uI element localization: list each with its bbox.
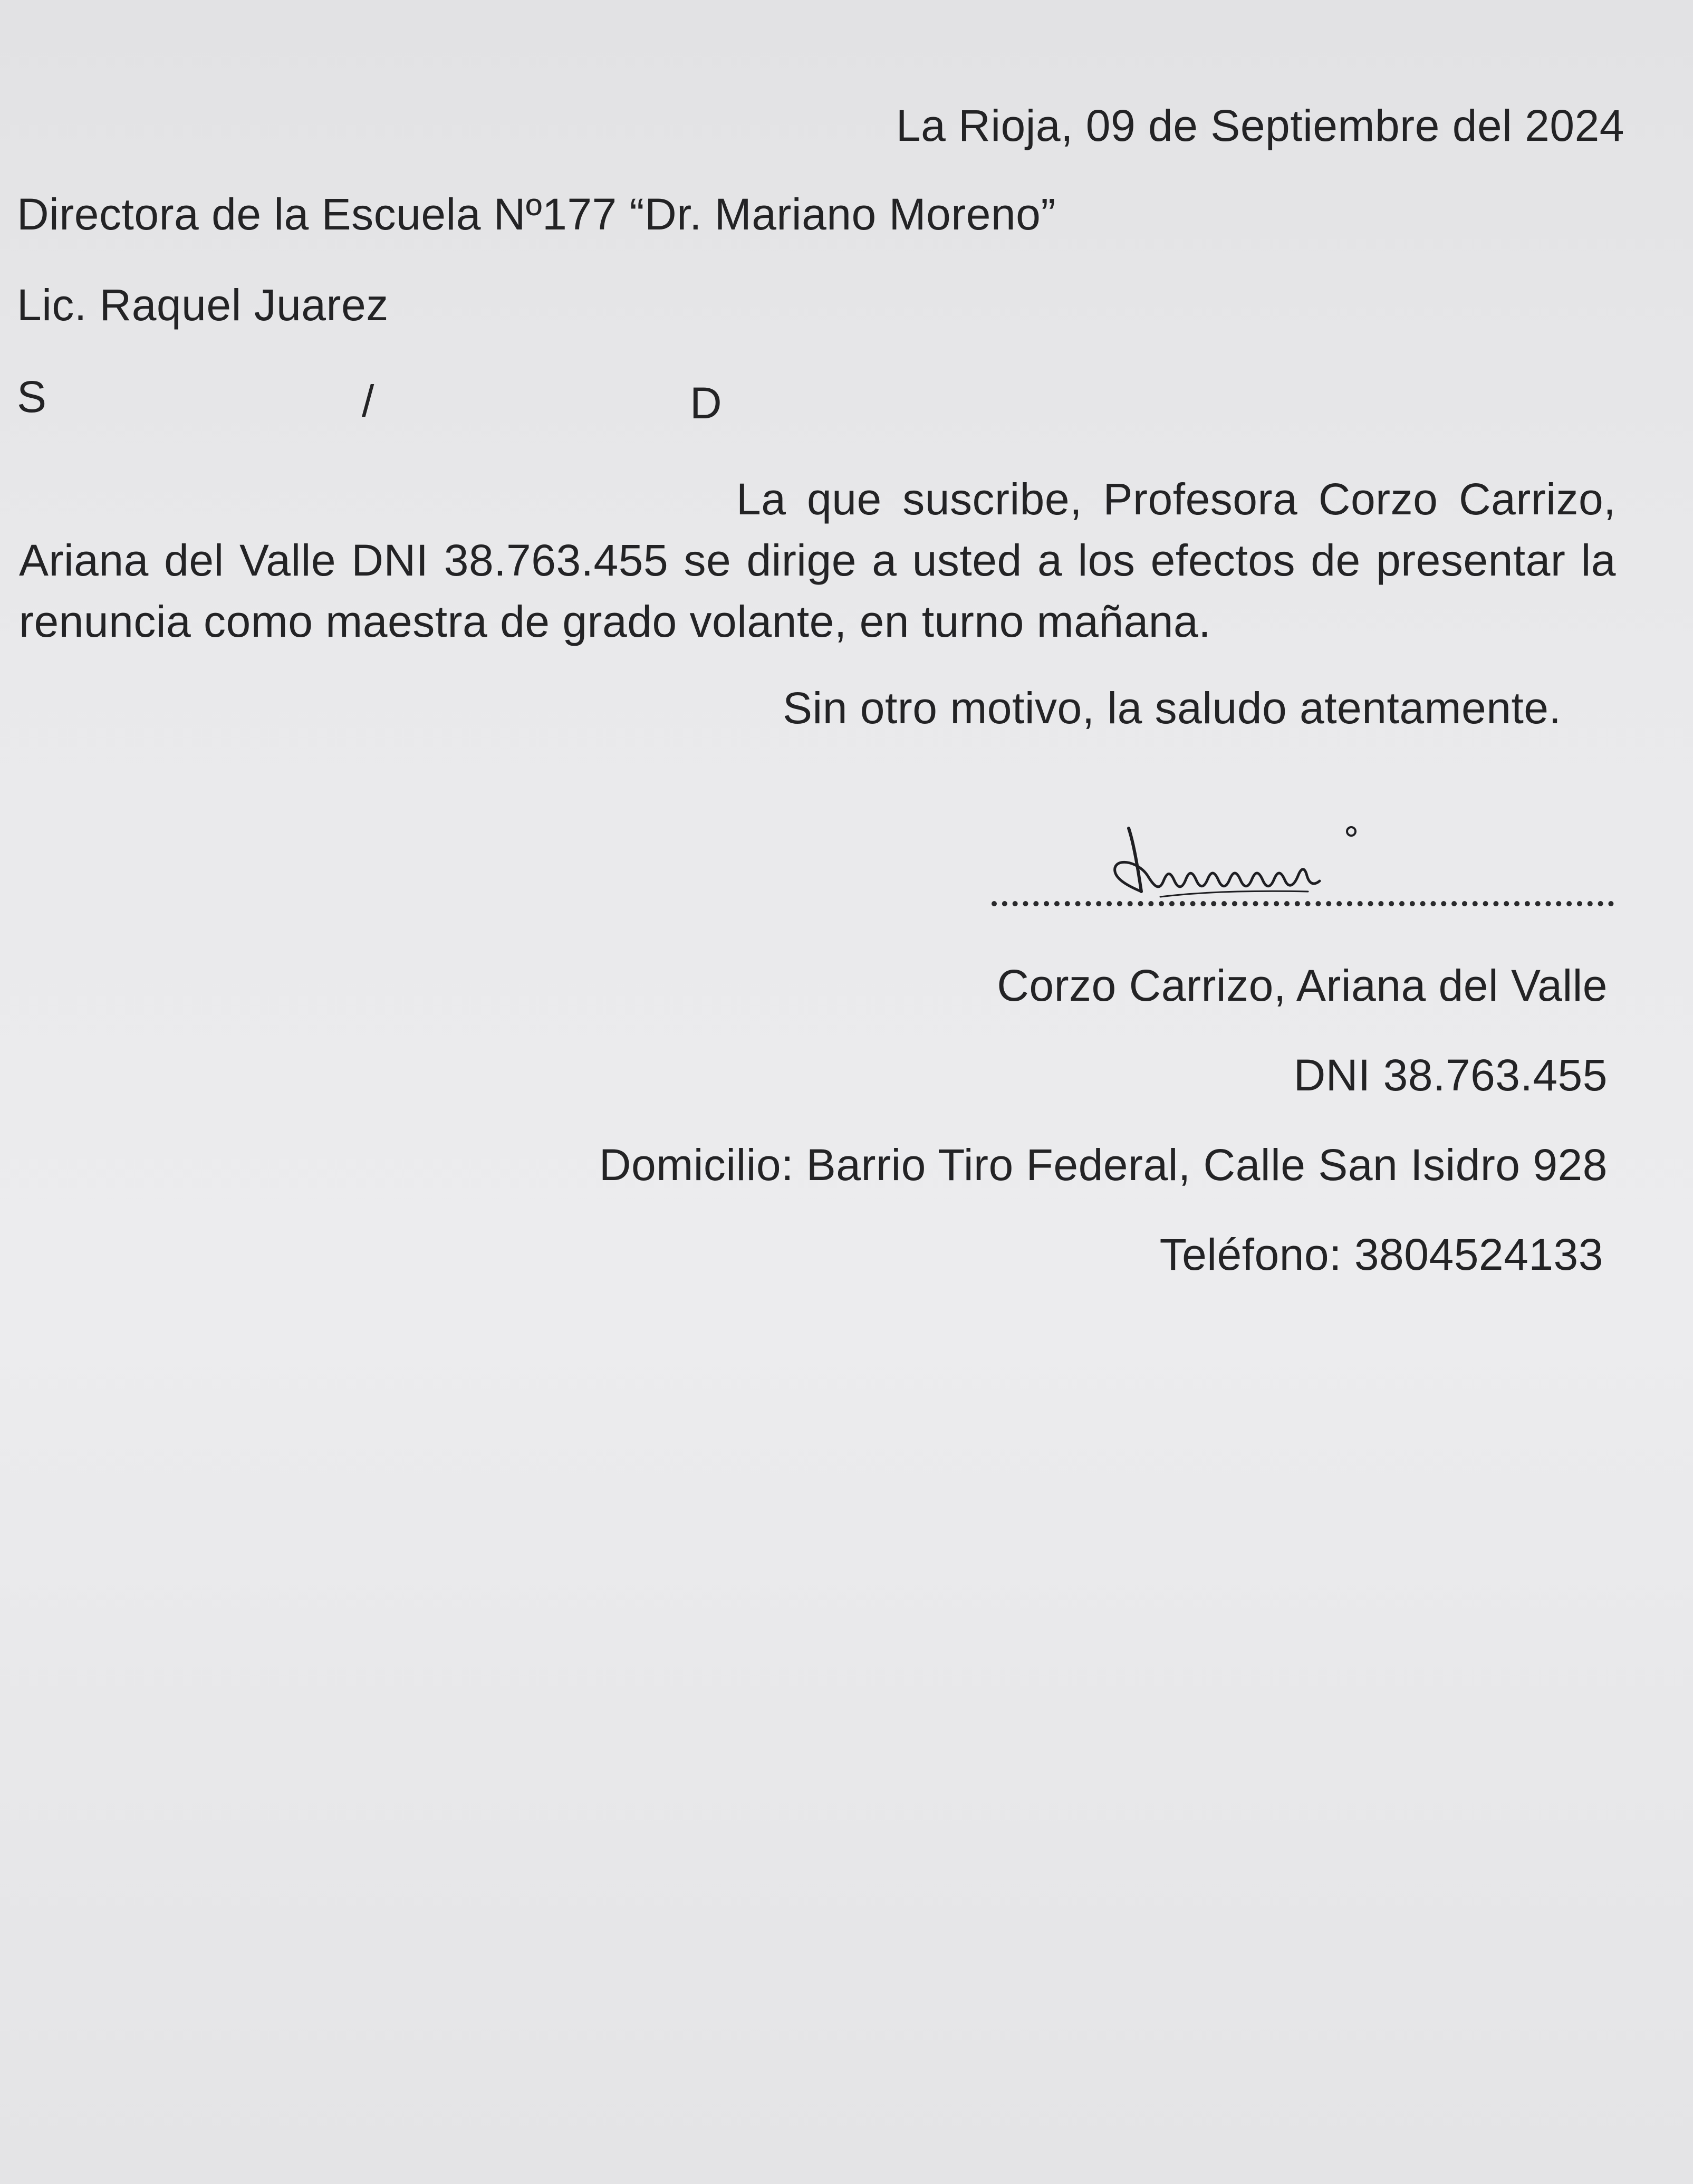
signer-dni: DNI 38.763.455 bbox=[1293, 1050, 1608, 1100]
signer-name: Corzo Carrizo, Ariana del Valle bbox=[997, 961, 1608, 1010]
salutation-s: S bbox=[17, 372, 47, 422]
recipient-title: Directora de la Escuela Nº177 “Dr. Mariano Moreno” bbox=[17, 189, 1056, 239]
salutation-slash: / bbox=[362, 376, 374, 426]
salutation-d: D bbox=[690, 378, 723, 428]
signer-address: Domicilio: Barrio Tiro Federal, Calle San Isidro 928 bbox=[599, 1140, 1608, 1190]
signer-phone: Teléfono: 3804524133 bbox=[1159, 1230, 1603, 1279]
recipient-name: Lic. Raquel Juarez bbox=[17, 280, 389, 330]
closing-line: Sin otro motivo, la saludo atentamente. bbox=[783, 683, 1562, 733]
body-paragraph: La que suscribe, Profesora Corzo Carrizo, Ariana del Valle DNI 38.763.455 se dirige a usted a los efectos de presentar la renuncia como maestra de grado volante, en turno mañana. bbox=[19, 474, 1616, 646]
date-line: La Rioja, 09 de Septiembre del 2024 bbox=[896, 101, 1624, 150]
signature-line bbox=[992, 901, 1614, 906]
signature-block bbox=[992, 812, 1614, 918]
